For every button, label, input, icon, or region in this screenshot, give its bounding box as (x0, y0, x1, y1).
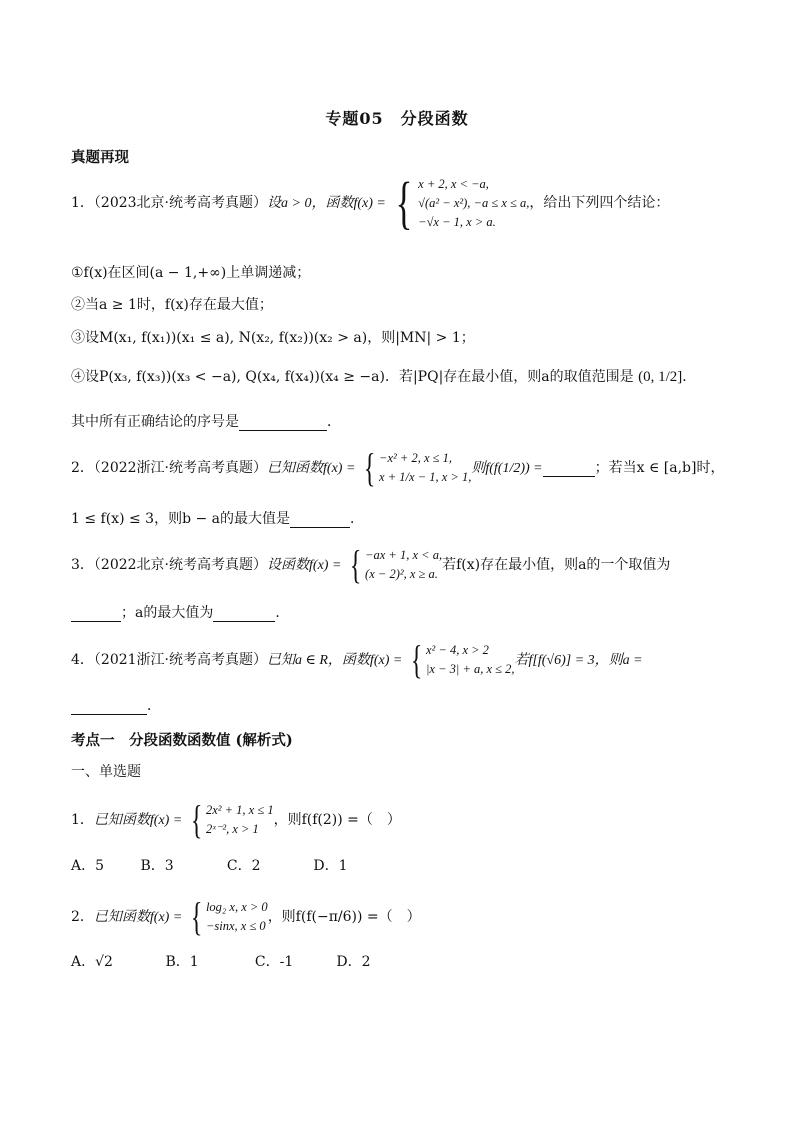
p1-option-c[interactable]: C．2 (226, 858, 261, 874)
practice-1 (71, 797, 401, 842)
p2-number: 2． (71, 909, 94, 925)
q3-answer-blank-2[interactable] (213, 605, 275, 622)
q4-case-1: x² − 4, x > 2 (425, 643, 489, 657)
p2-stem: 已知函数f(x) = (93, 910, 183, 925)
q4-number: 4． (71, 652, 94, 668)
p2-case-2: −sinx, x ≤ 0 (205, 919, 266, 933)
q2-case-2: x + 1/x − 1, x > 1, (379, 470, 472, 484)
q2-source: （2022浙江·统考高考真题） (93, 460, 268, 476)
q1-cases (418, 175, 529, 232)
q2-answer-blank-1[interactable] (543, 460, 595, 477)
p1-number: 1． (71, 812, 94, 828)
p1-stem: 已知函数f(x) = (93, 813, 183, 828)
p2-option-d[interactable]: D．2 (336, 954, 371, 970)
q3-line2-text: ；a的最大值为 (121, 605, 214, 621)
practice-2 (71, 894, 421, 939)
q4-cases (426, 641, 515, 679)
p1-option-a[interactable]: A．5 (71, 858, 105, 874)
q1-statement-3: ③设M(x₁, f(x₁))(x₁ ≤ a), N(x₂, f(x₂))(x₂ > a)，则|MN| > 1； (71, 330, 475, 346)
q1-final-line (71, 411, 341, 431)
p1-option-d[interactable]: D．1 (313, 858, 348, 874)
q1-case-2: √(a² − x²), −a ≤ x ≤ a, (418, 195, 530, 210)
q4-tail: 若f[f(√6)] = 3，则a = (514, 653, 643, 668)
p2-option-c[interactable]: C．-1 (254, 954, 294, 970)
q1-statement-1: ①f(x)在区间(a − 1,+∞)上单调递减； (71, 265, 311, 281)
q1-statement-4-text: ④设P(x₃, f(x₃))(x₃ < −a), Q(x₄, f(x₄))(x₄ ≥ −a)．若|PQ|存在最小值，则a的取值范围是 (71, 369, 634, 385)
p2-options (71, 951, 396, 971)
p1-cases (206, 801, 274, 839)
q3-number: 3． (71, 557, 94, 573)
q1-number: 1． (71, 195, 94, 211)
q1-source: （2023北京·统考高考真题） (93, 195, 268, 211)
q3-tail: 若f(x)存在最小值，则a的一个取值为 (442, 557, 671, 573)
p1-brace: { (190, 797, 203, 842)
q2-tail: ；若当x ∈ [a,b]时， (594, 460, 725, 476)
q2-cases (379, 449, 471, 487)
question-2 (71, 445, 725, 490)
q1-answer-blank[interactable] (239, 414, 327, 431)
p1-case-2: 2ˣ⁻², x > 1 (205, 822, 259, 836)
p1-tail: ，则f(f(2)) =（ ） (273, 812, 401, 828)
q2-middle: 则f(f(1/2)) = (471, 461, 543, 476)
q2-answer-blank-2[interactable] (290, 511, 350, 528)
p1-option-b[interactable]: B．3 (140, 858, 174, 874)
q2-line-2 (71, 508, 364, 528)
p1-case-1: 2x² + 1, x ≤ 1 (205, 803, 274, 817)
q1-brace: { (395, 170, 413, 235)
q4-answer-blank[interactable] (71, 698, 147, 715)
p2-cases (206, 898, 268, 936)
q3-period: ． (275, 605, 290, 621)
q3-answer-blank-1[interactable] (71, 605, 121, 622)
q3-stem: 设函数f(x) = (267, 558, 342, 573)
p2-tail: ，则f(f(−π/6)) =（ ） (267, 909, 421, 925)
q1-period: ． (327, 414, 341, 430)
q3-case-1: −ax + 1, x < a, (365, 548, 443, 562)
q3-line-2 (71, 602, 289, 622)
q2-number: 2． (71, 460, 94, 476)
q1-case-3: −√x − 1, x > a. (418, 214, 496, 229)
q1-tail: ，给出下列四个结论： (529, 195, 670, 211)
q1-final-text: 其中所有正确结论的序号是 (71, 414, 239, 430)
p1-options (71, 855, 373, 875)
q4-line-2 (71, 695, 161, 715)
section-heading-real-exams: 真题再现 (71, 149, 129, 166)
question-3 (71, 542, 671, 587)
p2-option-b[interactable]: B．1 (165, 954, 199, 970)
q1-case-1: x + 2, x < −a, (418, 176, 489, 191)
q1-interval: (0, 1/2] (638, 369, 683, 385)
q2-stem: 已知函数f(x) = (267, 461, 356, 476)
q4-case-2: |x − 3| + a, x ≤ 2, (425, 662, 515, 676)
question-4 (71, 637, 643, 682)
q4-stem: 已知a ∈ R，函数f(x) = (267, 653, 403, 668)
q4-period: ． (147, 698, 161, 714)
q1-statement-2: ②当a ≥ 1时，f(x)存在最大值； (71, 297, 273, 313)
q4-source: （2021浙江·统考高考真题） (93, 652, 268, 668)
subsection-single-choice: 一、单选题 (71, 764, 141, 780)
p2-option-a[interactable]: A．√2 (71, 954, 113, 970)
p2-brace: { (190, 894, 203, 939)
q2-period: ． (350, 511, 365, 527)
q3-cases (365, 546, 442, 584)
p2-case-1: log₂ x, x > 0 (205, 900, 268, 914)
q3-case-2: (x − 2)², x ≥ a. (365, 567, 438, 581)
q3-source: （2022北京·统考高考真题） (93, 557, 268, 573)
q4-brace: { (410, 637, 423, 682)
q2-case-1: −x² + 2, x ≤ 1, (379, 451, 452, 465)
q1-statement-4: ④设P(x₃, f(x₃))(x₃ < −a), Q(x₄, f(x₄))(x₄ ≥ −a)．若|PQ|存在最小值，则a的取值范围是 (0, 1/2]． (71, 369, 697, 385)
q2-line2-text: 1 ≤ f(x) ≤ 3，则b − a的最大值是 (71, 511, 291, 527)
q1-stem: 设a > 0，函数f(x) = (267, 196, 386, 211)
q3-brace: { (349, 542, 362, 587)
page-title: 专题05 分段函数 (325, 109, 469, 128)
q2-brace: { (363, 445, 376, 490)
question-1 (71, 170, 670, 235)
section-heading-topic-1: 考点一 分段函数函数值 (解析式) (71, 732, 293, 749)
